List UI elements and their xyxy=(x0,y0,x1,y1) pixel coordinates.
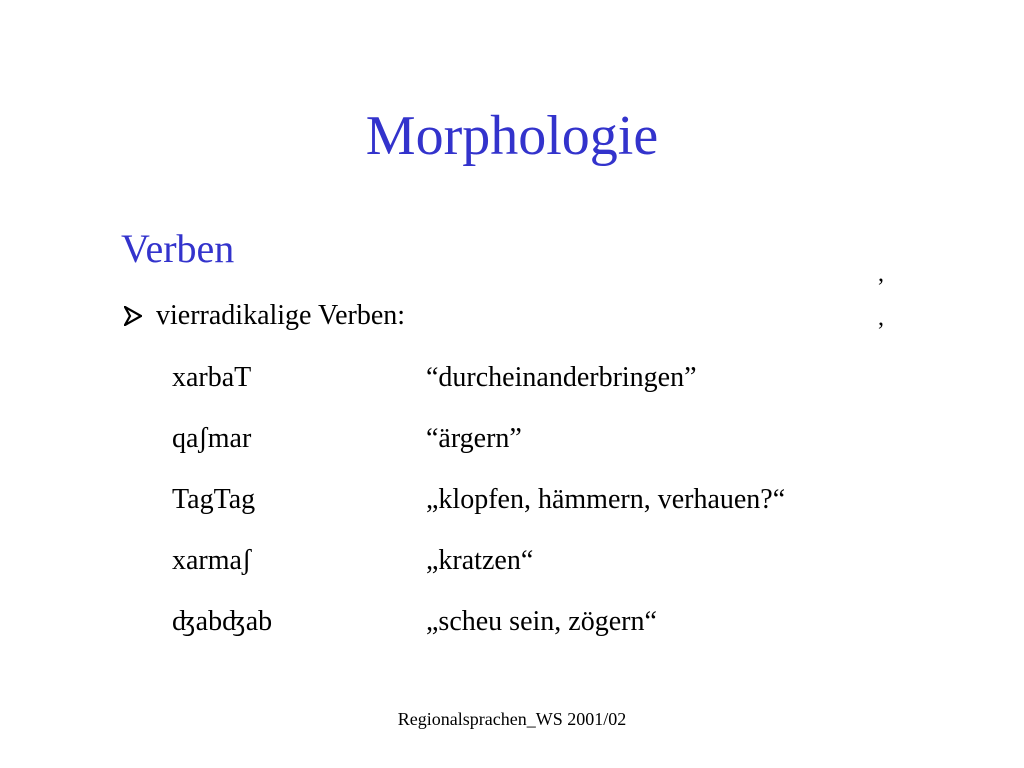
verb-root: TagTag xyxy=(172,484,256,515)
verb-gloss: “ärgern” xyxy=(426,423,522,454)
stray-comma: , xyxy=(878,305,884,331)
verb-root: xarmaʃ xyxy=(172,545,252,576)
verb-gloss: “durcheinanderbringen” xyxy=(426,362,697,393)
verb-row xyxy=(172,482,785,543)
verb-root: qaʃmar xyxy=(172,423,252,454)
verb-row xyxy=(172,360,785,421)
slide-footer: Regionalsprachen_WS 2001/02 xyxy=(397,709,627,729)
bullet-item xyxy=(124,298,405,334)
stray-marks xyxy=(878,252,898,340)
verb-gloss: „klopfen, hämmern, verhauen?“ xyxy=(426,484,786,515)
verb-root: ʤabʤab xyxy=(172,606,273,637)
verb-gloss: „kratzen“ xyxy=(426,545,534,576)
verb-row xyxy=(172,604,785,665)
slide-title: Morphologie xyxy=(365,105,659,167)
verb-row xyxy=(172,543,785,604)
arrow-bullet-icon xyxy=(124,300,142,320)
verb-list xyxy=(172,360,785,665)
verb-gloss: „scheu sein, zögern“ xyxy=(426,606,657,637)
verb-root: xarbaT xyxy=(172,362,252,393)
section-heading: Verben xyxy=(121,226,235,271)
verb-row xyxy=(172,421,785,482)
bullet-text: vierradikalige Verben: xyxy=(156,300,406,331)
stray-comma: , xyxy=(878,261,884,287)
